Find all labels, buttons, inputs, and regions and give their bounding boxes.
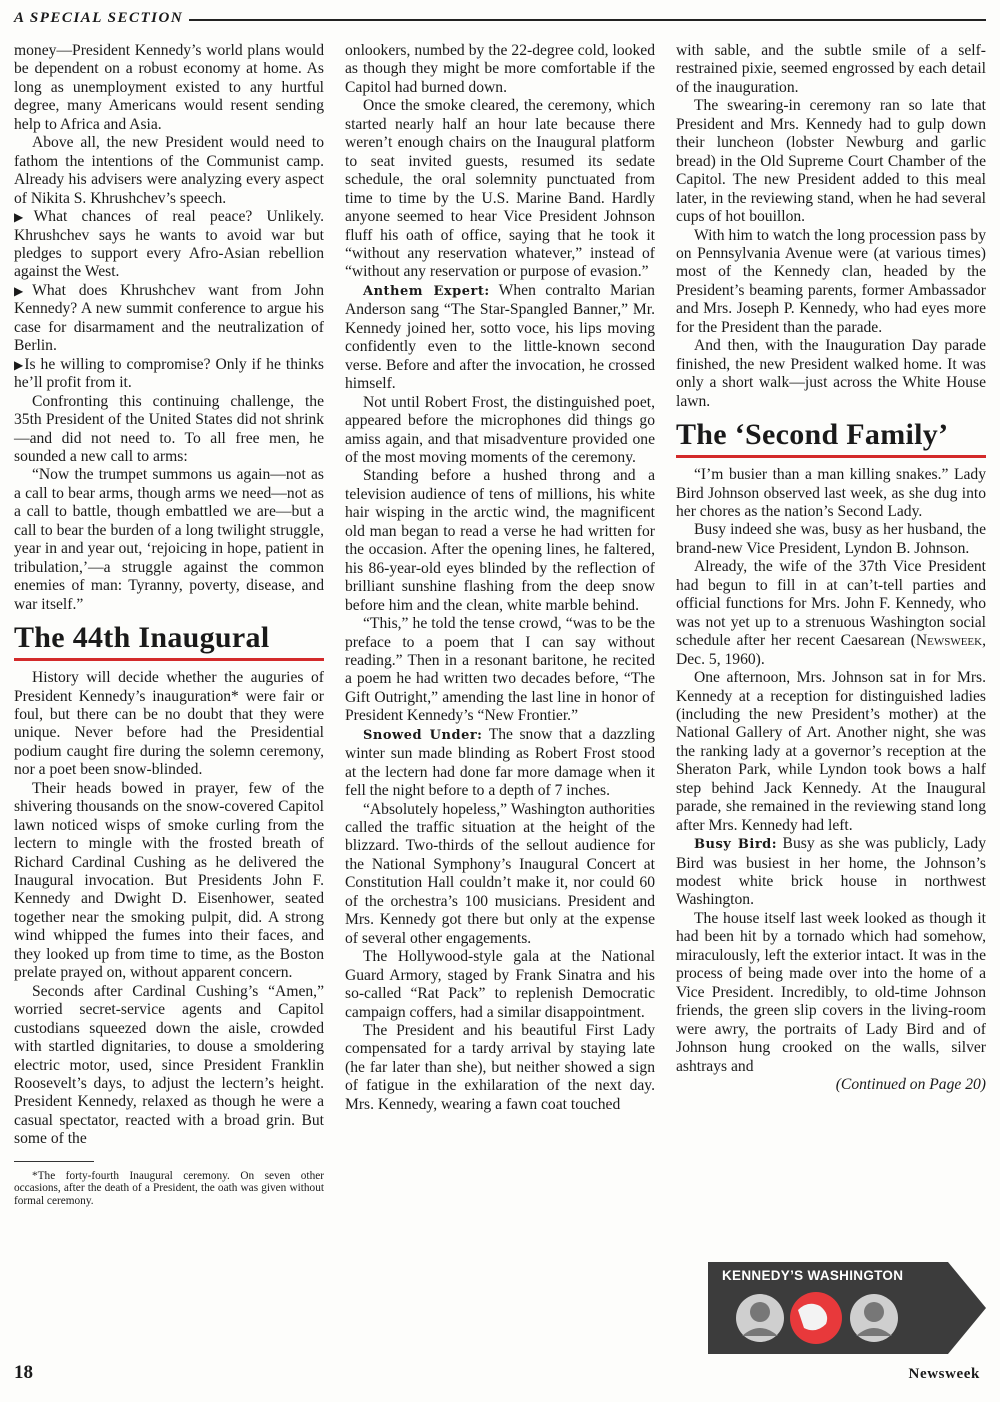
bullet-item — [14, 356, 324, 393]
paragraph: money—President Kennedy’s world plans would be dependent on a robust economy at home. As long as unemployment existed to any hurtful degree, many Americans would resent sending help to Africa and Asia. — [14, 42, 324, 133]
paragraph: Busy indeed she was, busy as her husband, the brand-new Vice President, Lyndon B. Johnson. — [676, 521, 986, 557]
paragraph: Not until Robert Frost, the distinguished poet, appeared before the microphones did things go amiss again, and that misadventure provided one of the most moving moments of the ceremony. — [345, 393, 655, 466]
bullet-text: What chances of real peace? Unlikely. Khrushchev says he wants to avoid war but pledges to support every Afro-Asian rebellion against the West. — [14, 208, 325, 281]
paragraph: “Absolutely hopeless,” Washington authorities called the traffic situation at the height of the blizzard. Two-thirds of the sellout audience for the National Symphony’s Inaugural Concert at Constitution Hall couldn’t make it, nor could 60 of the orchestra’s 100 musicians. President and Mrs. Kennedy got there but only at the expense of several other engagements. — [345, 800, 655, 947]
subhead-busy-bird: Busy Bird: — [694, 837, 778, 853]
paragraph-text: The snow that a dazzling winter sun made blinding as Robert Frost stood at the lectern had done far more damage when it fell the night before to a depth of 7 inches. — [345, 725, 655, 800]
paragraph: The President and his beautiful First Lady compensated for a tardy arrival by staying late (he far later than she), but neither showed a sign of fatigue in the exhilaration of the next day. Mrs. Kennedy, wearing a fawn coat touched — [345, 1022, 655, 1113]
bullet-item — [14, 208, 324, 282]
bullet-text: What does Khrushchev want from John Kennedy? A new summit conference to argue his case for disarmament and the neutralization of Berlin. — [14, 281, 325, 355]
paragraph: “This,” he told the tense crowd, “was to be the preface to a poem that I can say without reading.” Then in a resonant baritone, he recited a poem he had written two decades before, “The Gift Outright,” amending the last line in honor of President Kennedy’s “New Frontier.” — [345, 615, 655, 725]
triangle-bullet-icon: ▶ — [14, 357, 25, 372]
subhead-snowed-under: Snowed Under: — [363, 727, 483, 743]
paragraph — [345, 726, 655, 801]
paragraph — [676, 558, 986, 669]
paragraph: “I’m busier than a man killing snakes.” Lady Bird Johnson observed last week, as she dug into her chores as the nation’s Second Lady. — [676, 466, 986, 520]
bullet-item — [14, 282, 324, 356]
portrait-head-right — [864, 1302, 884, 1322]
bullet-text: Is he willing to compromise? Only if he thinks he’ll profit from it. — [14, 355, 324, 392]
triangle-bullet-icon: ▶ — [14, 210, 34, 225]
paragraph-text: When contralto Marian Anderson sang “The Star-Spangled Banner,” Mr. Kennedy joined her, sotto voce, his lips moving confidently even to the little-known second verse. Before and after the invocation, he crossed himself. — [345, 281, 655, 393]
paragraph — [676, 835, 986, 910]
column-3 — [676, 42, 986, 1094]
headline-rule — [14, 658, 324, 661]
headline-rule — [676, 455, 986, 458]
paragraph: History will decide whether the auguries of President Kennedy’s inauguration* were fair or foul, but there can be no doubt that they were unique. Never before had the Presidential podium caught fire during the solemn ceremony, nor a poet been snow-blinded. — [14, 669, 324, 779]
badge-label: KENNEDY’S WASHINGTON — [722, 1268, 904, 1283]
section-label: A SPECIAL SECTION — [14, 10, 189, 27]
section-header — [14, 10, 986, 32]
brand-name: Newsweek — [908, 1366, 980, 1382]
headline-second-family: The ‘Second Family’ — [676, 418, 949, 452]
paragraph: One afternoon, Mrs. Johnson sat in for Mrs. Kennedy at a reception for distinguished ladies (including the new President’s mother) at the National Gallery of Art. Another night, she was the ranking lady at a governor’s reception at the Sheraton Park, while Lyndon took bows a half step behind Jack Kennedy. At the Inaugural parade, she remained in the reviewing stand long after Mrs. Kennedy had left. — [676, 669, 986, 834]
paragraph — [345, 282, 655, 394]
page-number: 18 — [14, 1362, 33, 1383]
paragraph: Once the smoke cleared, the ceremony, which started nearly half an hour late because there weren’t enough chairs on the Inaugural platform to seat invited guests, resumed its sedate schedule, the oral solemnity punctuated from time to time by the U.S. Marine Band. Hardly anyone seemed to hear Vice President Johnson fluff his oath of office, saying that he took it “without any reservation whatever,” instead of “without any reservation or purpose of evasion.” — [345, 97, 655, 281]
portrait-head-left — [750, 1302, 770, 1322]
column-1 — [14, 42, 324, 1207]
paragraph: With him to watch the long procession pass by on Pennsylvania Avenue were (at various times) most of the Kennedy clan, headed by the President’s beaming parents, former Ambassador and Mrs. Joseph P. Kennedy, who had eyes more for the President than the parade. — [676, 226, 986, 336]
paragraph: And then, with the Inauguration Day parade finished, the new President walked home. It was only a short walk—just across the White House lawn. — [676, 337, 986, 410]
headline-44th-inaugural: The 44th Inaugural — [14, 621, 270, 655]
paragraph: Seconds after Cardinal Cushing’s “Amen,” worried secret-service agents and Capitol custodians squeezed down the aisle, crowded with startled dignitaries, to douse a smoldering electric motor, used, since President Franklin Roosevelt’s days, to adjust the lectern’s height. President Kennedy, relaxed as though he were a casual spectator, reacted with a broad grin. But some of the — [14, 982, 324, 1148]
paragraph: onlookers, numbed by the 22-degree cold, looked as though they might be more comfortable if the Capitol had burned down. — [345, 42, 655, 96]
continued-note: (Continued on Page 20) — [835, 1076, 986, 1094]
paragraph: The swearing-in ceremony ran so late that President and Mrs. Kennedy had to gulp down their luncheon (lobster Newburg and garlic bread) in the Old Supreme Court Chamber of the Capitol. The new President added to this meal later, in the reviewing stand, when he had several cups of hot bouillon. — [676, 97, 986, 226]
paragraph: Above all, the new President would need to fathom the intentions of the Communist camp. Already his advisers were analyzing every aspect of Nikita S. Khrushchev’s speech. — [14, 134, 324, 207]
paragraph-text: Already, the wife of the 37th Vice President had begun to fill in at can’t-tell parties and official functions for Mrs. John F. Kennedy, who was not yet up to a strenuous Washington social schedule after her recent Caesarean ( — [676, 558, 986, 650]
paragraph-text: , Dec. 5, 1960). — [676, 632, 986, 668]
paragraph: with sable, and the subtle smile of a self-restrained pixie, seemed engrossed by each detail of the inauguration. — [676, 42, 986, 96]
magazine-reference: Newsweek — [915, 632, 983, 650]
paragraph: The Hollywood-style gala at the National Guard Armory, staged by Frank Sinatra and his so-called “Rat Pack” to replenish Democratic campaign coffers, had a similar disappointment. — [345, 948, 655, 1021]
paragraph-text: Busy as she was publicly, Lady Bird was busiest in her home, the Johnson’s modest white brick house in northwest Washington. — [676, 835, 986, 909]
triangle-bullet-icon: ▶ — [14, 283, 33, 298]
paragraph: Their heads bowed in prayer, few of the shivering thousands on the snow-covered Capitol lawn noticed wisps of smoke curling from the lectern to mingle with the frosted breath of Richard Cardinal Cushing as he delivered the Inaugural invocation. But Presidents John F. Kennedy and Dwight D. Eisenhower, seated together near the smoking pulpit, did. A strong wind whipped the fumes into their faces, and they looked up from time to time, as the Boston prelate prayed on, without apparent concern. — [14, 779, 324, 982]
kennedys-washington-badge — [708, 1262, 986, 1354]
paragraph: Standing before a hushed throng and a television audience of tens of millions, his white hair wisping in the arctic wind, the magnificent old man began to read a verse he had written for the occasion. After the opening lines, he faltered, his 86-year-old eyes blinded by the reflection of brilliant sunshine flashing from the deep snow before him and the clean, white marble behind. — [345, 467, 655, 614]
paragraph: Confronting this continuing challenge, the 35th President of the United States did not shrink—and did not need to. To all free men, he sounded a new call to arms: — [14, 392, 324, 465]
footnote-rule — [14, 1161, 94, 1162]
footnote: *The forty-fourth Inaugural ceremony. On seven other occasions, after the death of a President, the oath was given without formal ceremony. — [14, 1169, 324, 1207]
subhead-anthem-expert: Anthem Expert: — [363, 283, 490, 299]
paragraph: “Now the trumpet summons us again—not as a call to bear arms, though arms we need—not as a call to battle, though embattled we are—but a call to bear the burden of a long twilight struggle, year in and year out, ‘rejoicing in hope, patient in tribulation,’—a struggle against the common enemies of man: Tyranny, poverty, disease, and war itself.” — [14, 466, 324, 613]
column-2 — [345, 42, 655, 1114]
paragraph: The house itself last week looked as though it had been hit by a tornado which had somehow, miraculously, left the exterior intact. It was in the process of being made over into the home of a Vice President. Incredibly, to old-time Johnson friends, the green slip covers in the living-room were awry, the portraits of Lady Bird and of Johnson hung crooked on the walls, silver ashtrays and — [676, 909, 986, 1075]
